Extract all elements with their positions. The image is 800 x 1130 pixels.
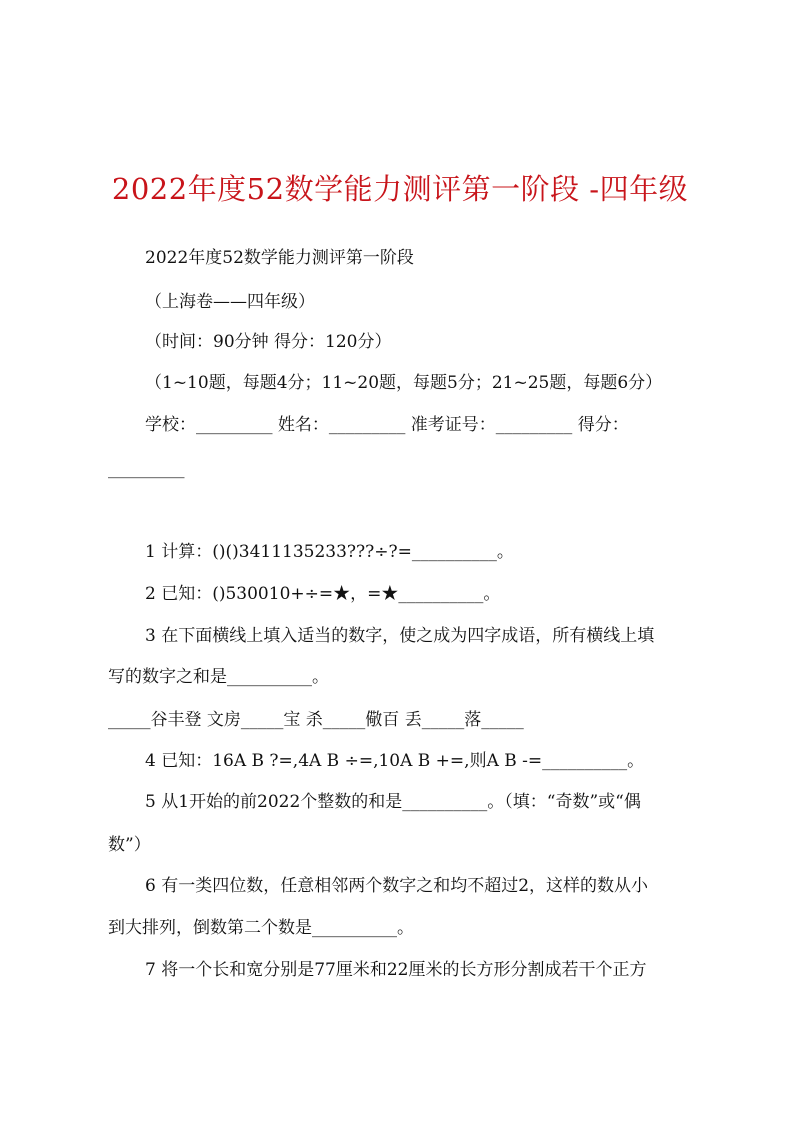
region-note: （上海卷——四年级）: [145, 292, 315, 312]
question-4: 4 已知：16A B ?=,4A B ÷=,10A B +=,则A B -=__________。: [145, 751, 645, 771]
question-6-continued: 到大排列，倒数第二个数是__________。: [108, 918, 414, 938]
question-7: 7 将一个长和宽分别是77厘米和22厘米的长方形分割成若干个正方: [145, 960, 647, 980]
question-3: 3 在下面横线上填入适当的数字，使之成为四字成语，所有横线上填: [145, 626, 655, 646]
question-3-continued: 写的数字之和是__________。: [108, 667, 329, 687]
question-5: 5 从1开始的前2022个整数的和是__________。（填：“奇数”或“偶: [145, 792, 641, 812]
question-1: 1 计算：()()3411135233???÷?=__________。: [145, 542, 514, 562]
time-score-note: （时间：90分钟 得分：120分）: [145, 332, 392, 352]
scoring-rule-note: （1~10题，每题4分；11~20题，每题5分；21~25题，每题6分）: [145, 373, 663, 393]
question-6: 6 有一类四位数，任意相邻两个数字之和均不超过2，这样的数从小: [145, 876, 649, 896]
idiom-blanks: _____谷丰登 文房_____宝 杀_____儆百 丢_____落_____: [108, 710, 524, 730]
info-fields-continued: _________: [108, 459, 185, 479]
document-title: 2022年度52数学能力测评第一阶段 -四年级: [111, 172, 689, 206]
question-2: 2 已知：()530010+÷=★，=★__________。: [145, 584, 501, 604]
subtitle: 2022年度52数学能力测评第一阶段: [145, 248, 414, 268]
question-5-continued: 数”）: [108, 835, 151, 855]
info-fields: 学校：_________ 姓名：_________ 准考证号：_________ 得分：: [145, 415, 629, 435]
